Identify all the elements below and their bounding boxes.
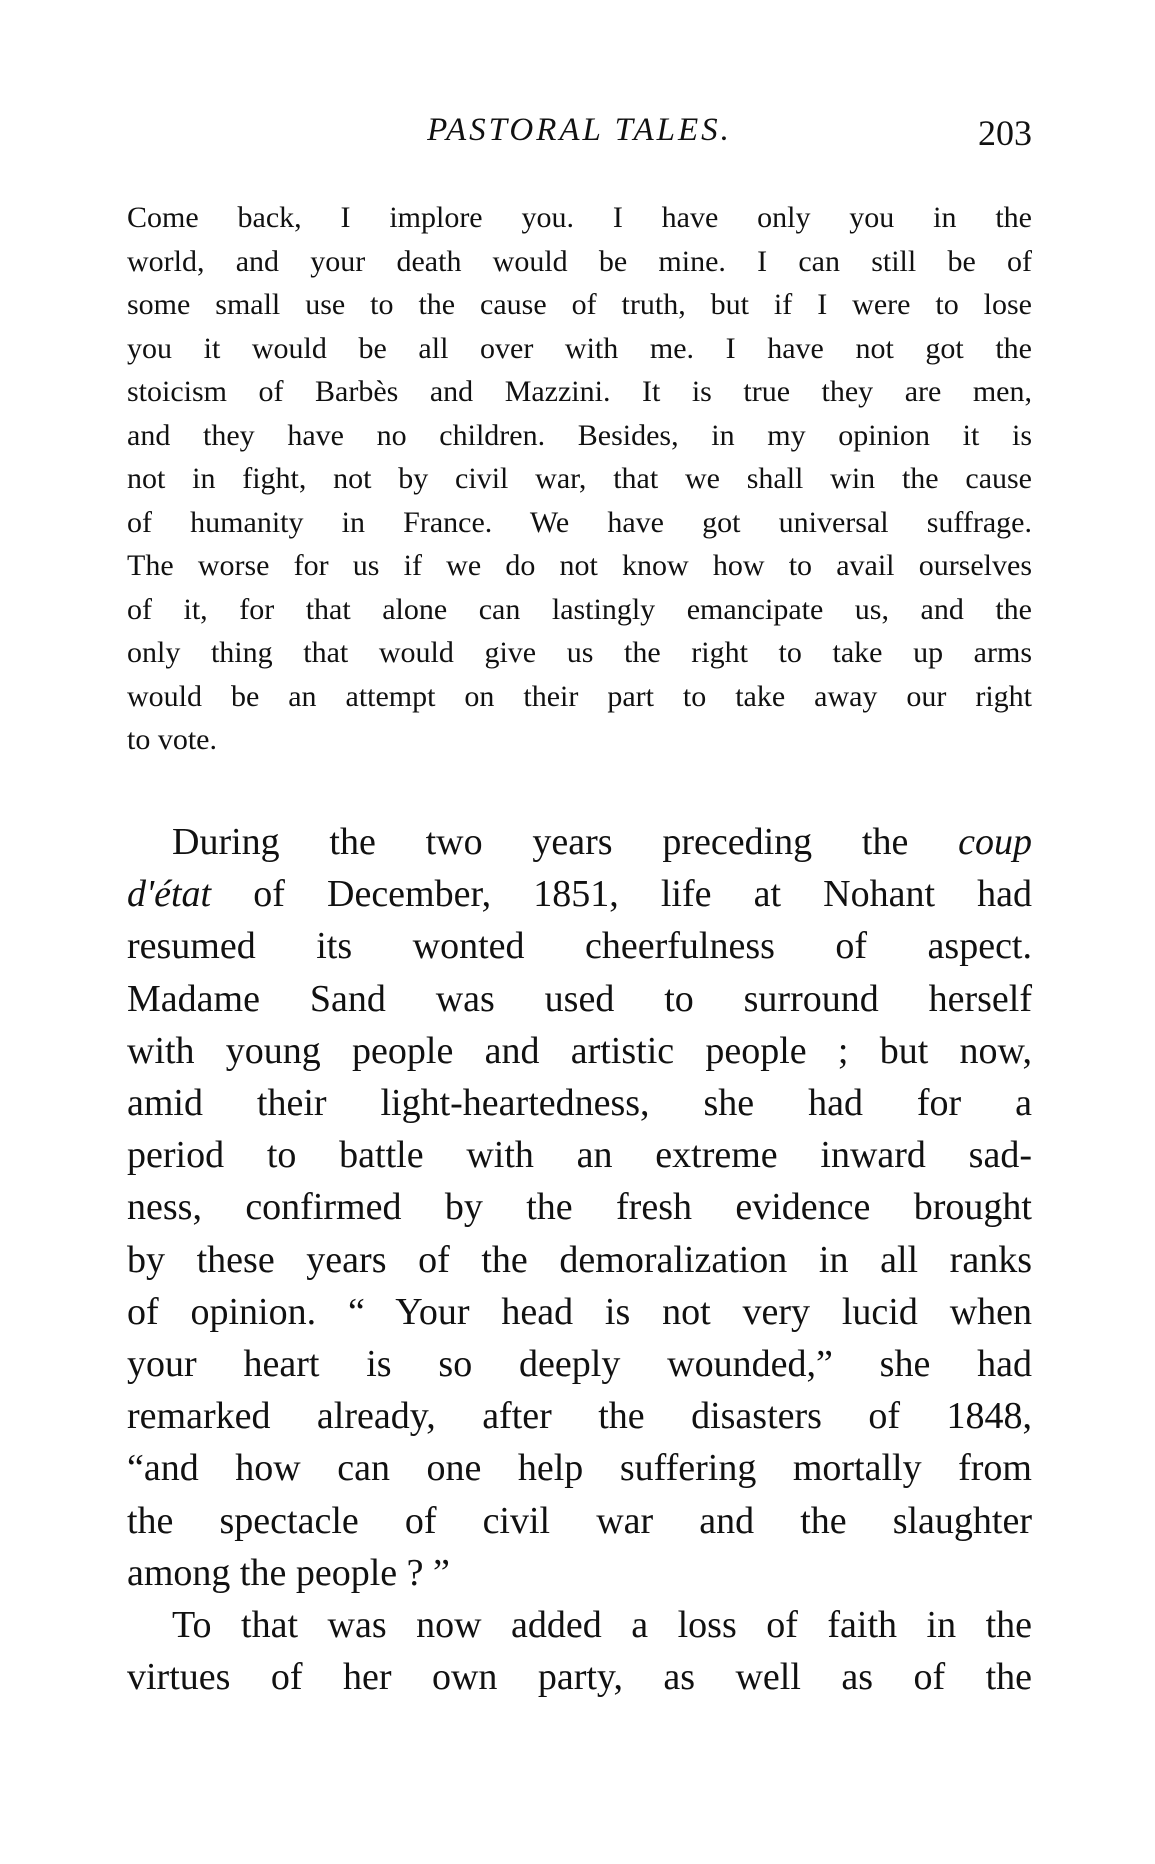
page-header: [127, 112, 1032, 162]
body-line: among the people ? ”: [127, 1551, 450, 1594]
quote-line: stoicism of Barbès and Mazzini. It is true they are men,: [127, 375, 1032, 408]
body-text: [127, 816, 1032, 1703]
paragraph-1: [127, 816, 1032, 1599]
quote-line: would be an attempt on their part to take away our right: [127, 679, 1032, 713]
body-line: [127, 816, 1032, 868]
paragraph-2: [127, 1599, 1032, 1703]
italic-term: d'état: [127, 873, 212, 916]
italic-term: coup: [958, 821, 1032, 863]
quote-line: of it, for that alone can lastingly emancipate us, and the: [127, 592, 1032, 626]
running-title: PASTORAL TALES.: [427, 112, 732, 148]
body-line: with young people and artistic people ; but now,: [127, 1029, 1032, 1072]
body-line: by these years of the demoralization in all ranks: [127, 1238, 1032, 1281]
quote-line: some small use to the cause of truth, but if I were to lose: [127, 288, 1032, 321]
body-line: resumed its wonted cheerfulness of aspect.: [127, 925, 1032, 968]
body-line: the spectacle of civil war and the slaughter: [127, 1499, 1032, 1542]
quote-line: not in fight, not by civil war, that we shall win the cause: [127, 462, 1032, 495]
quote-line: only thing that would give us the right to take up arms: [127, 636, 1032, 669]
body-line: To that was now added a loss of faith in the: [172, 1604, 1032, 1647]
body-line: [127, 868, 1032, 920]
quote-line: world, and your death would be mine. I can still be of: [127, 244, 1032, 278]
body-line: period to battle with an extreme inward sad-: [127, 1134, 1032, 1177]
quote-line: and they have no children. Besides, in my opinion it is: [127, 418, 1032, 452]
body-line: Madame Sand was used to surround herself: [127, 977, 1032, 1020]
quote-line: to vote.: [127, 723, 217, 756]
body-line-text: During the two years preceding the: [172, 821, 959, 863]
quote-line: of humanity in France. We have got universal suffrage.: [127, 505, 1032, 539]
body-line: amid their light-heartedness, she had for a: [127, 1082, 1032, 1125]
body-line: “and how can one help suffering mortally from: [127, 1447, 1032, 1490]
body-line: virtues of her own party, as well as of the: [127, 1656, 1032, 1699]
body-line: ness, confirmed by the fresh evidence brought: [127, 1186, 1032, 1229]
body-line: your heart is so deeply wounded,” she had: [127, 1343, 1032, 1386]
page-number: 203: [978, 113, 1032, 153]
quote-line: Come back, I implore you. I have only you in the: [127, 201, 1032, 234]
quote-line: The worse for us if we do not know how to avail ourselves: [127, 549, 1032, 582]
body-line: of opinion. “ Your head is not very lucid when: [127, 1290, 1032, 1333]
body-line-text: of December, 1851, life at Nohant had: [211, 873, 1032, 916]
quote-line: you it would be all over with me. I have not got the: [127, 331, 1032, 365]
letter-quote: [127, 196, 1032, 762]
body-line: remarked already, after the disasters of 1848,: [127, 1395, 1032, 1438]
